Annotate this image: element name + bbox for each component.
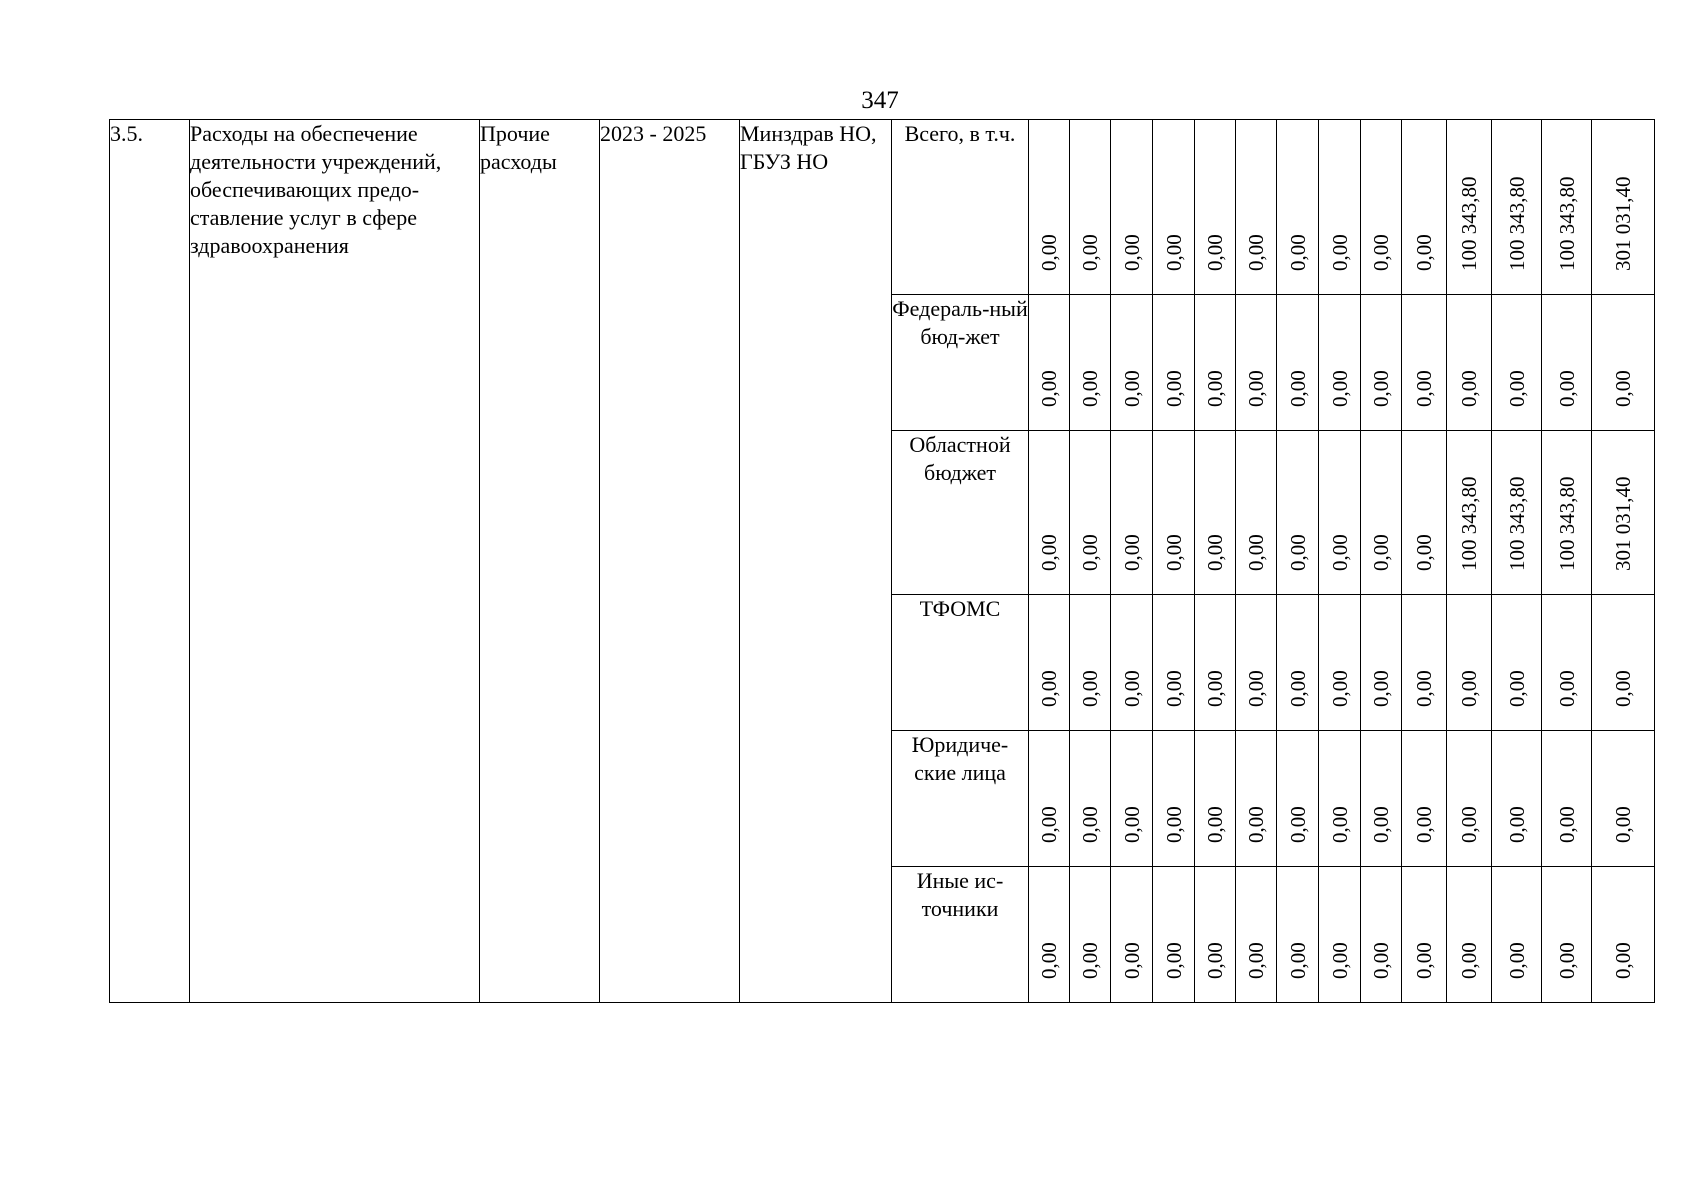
value-text: 0,00 (1327, 670, 1352, 707)
value-cell (1277, 867, 1319, 1003)
budget-table (109, 119, 1655, 1003)
value-cell (1447, 120, 1492, 295)
value-cell (1402, 731, 1447, 867)
value-cell (1029, 595, 1070, 731)
value-text: 0,00 (1285, 942, 1310, 979)
value-cell (1236, 120, 1277, 295)
row-description: Расходы на обеспечение деятельности учреждений, обеспечивающих предоставление услуг в сфере здравоохранения (190, 120, 480, 1003)
value-text: 0,00 (1412, 234, 1436, 271)
value-cell (1492, 867, 1542, 1003)
value-text: 0,00 (1244, 670, 1268, 707)
value-text: 0,00 (1119, 806, 1144, 843)
value-text: 0,00 (1457, 370, 1481, 407)
value-text: 0,00 (1119, 234, 1144, 271)
value-text: 0,00 (1457, 942, 1481, 979)
value-text: 0,00 (1203, 670, 1227, 707)
value-cell (1070, 595, 1111, 731)
value-text: 0,00 (1037, 534, 1061, 571)
value-text: 0,00 (1078, 942, 1102, 979)
value-cell (1402, 120, 1447, 295)
value-cell (1361, 120, 1402, 295)
value-text: 0,00 (1161, 534, 1186, 571)
value-cell (1029, 431, 1070, 595)
value-cell (1542, 731, 1592, 867)
value-text: 0,00 (1412, 534, 1436, 571)
value-cell (1236, 731, 1277, 867)
value-cell (1153, 867, 1195, 1003)
value-text: 0,00 (1611, 370, 1635, 407)
value-cell (1153, 431, 1195, 595)
value-text: 0,00 (1161, 942, 1186, 979)
source-row (110, 120, 1655, 295)
source-label: Иные ис-точники (892, 867, 1029, 1003)
value-cell (1542, 867, 1592, 1003)
value-text: 0,00 (1244, 234, 1268, 271)
value-text: 0,00 (1412, 942, 1436, 979)
value-cell (1492, 731, 1542, 867)
value-text: 0,00 (1161, 234, 1186, 271)
value-cell (1236, 867, 1277, 1003)
value-cell (1111, 867, 1153, 1003)
value-text: 0,00 (1611, 806, 1635, 843)
value-text: 0,00 (1161, 670, 1186, 707)
source-label: Всего, в т.ч. (892, 120, 1029, 295)
value-text: 0,00 (1119, 370, 1144, 407)
value-text: 0,00 (1244, 534, 1268, 571)
value-cell (1361, 295, 1402, 431)
source-label: Областной бюджет (892, 431, 1029, 595)
value-text: 100 343,80 (1457, 476, 1481, 571)
value-cell (1542, 595, 1592, 731)
value-text: 0,00 (1203, 942, 1227, 979)
value-text: 0,00 (1161, 370, 1186, 407)
value-text: 0,00 (1504, 806, 1529, 843)
value-cell (1492, 431, 1542, 595)
value-text: 0,00 (1369, 534, 1393, 571)
value-text: 100 343,80 (1554, 176, 1579, 271)
value-text: 0,00 (1554, 806, 1579, 843)
value-text: 0,00 (1119, 942, 1144, 979)
value-cell (1236, 431, 1277, 595)
value-text: 0,00 (1244, 942, 1268, 979)
value-text: 100 343,80 (1504, 176, 1529, 271)
value-text: 0,00 (1078, 234, 1102, 271)
value-text: 0,00 (1203, 534, 1227, 571)
value-cell (1319, 431, 1361, 595)
value-cell (1070, 295, 1111, 431)
value-text: 0,00 (1611, 942, 1635, 979)
value-cell (1195, 867, 1236, 1003)
value-cell (1153, 595, 1195, 731)
value-cell (1070, 867, 1111, 1003)
value-cell (1236, 295, 1277, 431)
value-text: 0,00 (1369, 370, 1393, 407)
value-text: 0,00 (1504, 670, 1529, 707)
value-cell (1319, 120, 1361, 295)
value-text: 0,00 (1037, 370, 1061, 407)
value-text: 0,00 (1119, 534, 1144, 571)
value-cell (1592, 295, 1655, 431)
value-text: 0,00 (1611, 670, 1635, 707)
value-text: 0,00 (1412, 806, 1436, 843)
value-cell (1277, 431, 1319, 595)
value-cell (1111, 295, 1153, 431)
value-text: 0,00 (1554, 670, 1579, 707)
value-cell (1319, 295, 1361, 431)
value-cell (1029, 867, 1070, 1003)
row-expense-type: Прочие расходы (480, 120, 600, 1003)
value-cell (1447, 867, 1492, 1003)
value-cell (1277, 120, 1319, 295)
source-label: ТФОМС (892, 595, 1029, 731)
value-cell (1402, 431, 1447, 595)
value-cell (1195, 295, 1236, 431)
value-text: 0,00 (1285, 370, 1310, 407)
value-text: 0,00 (1369, 234, 1393, 271)
value-text: 0,00 (1078, 534, 1102, 571)
value-cell (1111, 431, 1153, 595)
value-cell (1195, 595, 1236, 731)
value-cell (1542, 295, 1592, 431)
value-cell (1277, 295, 1319, 431)
value-cell (1361, 867, 1402, 1003)
value-cell (1402, 595, 1447, 731)
value-text: 0,00 (1457, 670, 1481, 707)
source-label: Федераль-ный бюд-жет (892, 295, 1029, 431)
value-cell (1319, 867, 1361, 1003)
value-text: 0,00 (1285, 806, 1310, 843)
value-cell (1361, 595, 1402, 731)
value-text: 0,00 (1369, 670, 1393, 707)
source-label: Юридиче-ские лица (892, 731, 1029, 867)
value-text: 0,00 (1412, 370, 1436, 407)
page-number: 347 (861, 87, 899, 114)
value-cell (1070, 431, 1111, 595)
value-cell (1277, 595, 1319, 731)
value-cell (1492, 295, 1542, 431)
value-cell (1277, 731, 1319, 867)
value-cell (1029, 731, 1070, 867)
value-cell (1592, 731, 1655, 867)
value-cell (1153, 120, 1195, 295)
value-cell (1195, 431, 1236, 595)
value-cell (1542, 120, 1592, 295)
value-cell (1402, 867, 1447, 1003)
value-text: 0,00 (1119, 670, 1144, 707)
value-cell (1236, 595, 1277, 731)
value-text: 0,00 (1037, 806, 1061, 843)
row-executor: Минздрав НО, ГБУЗ НО (740, 120, 892, 1003)
value-cell (1029, 295, 1070, 431)
value-text: 0,00 (1285, 534, 1310, 571)
value-text: 0,00 (1244, 370, 1268, 407)
value-cell (1319, 595, 1361, 731)
value-cell (1447, 431, 1492, 595)
value-text: 0,00 (1327, 370, 1352, 407)
value-cell (1111, 731, 1153, 867)
value-cell (1111, 120, 1153, 295)
value-text: 0,00 (1285, 670, 1310, 707)
value-text: 0,00 (1504, 942, 1529, 979)
value-cell (1492, 120, 1542, 295)
value-text: 0,00 (1037, 670, 1061, 707)
row-period: 2023 - 2025 (600, 120, 740, 1003)
value-text: 0,00 (1327, 534, 1352, 571)
value-cell (1111, 595, 1153, 731)
value-text: 0,00 (1161, 806, 1186, 843)
value-text: 100 343,80 (1457, 176, 1481, 271)
value-text: 0,00 (1369, 806, 1393, 843)
value-text: 0,00 (1327, 942, 1352, 979)
value-text: 0,00 (1369, 942, 1393, 979)
value-cell (1319, 731, 1361, 867)
value-cell (1592, 431, 1655, 595)
value-cell (1070, 731, 1111, 867)
value-cell (1447, 731, 1492, 867)
value-text: 301 031,40 (1611, 176, 1635, 271)
value-cell (1153, 295, 1195, 431)
value-text: 0,00 (1327, 806, 1352, 843)
budget-table-body (110, 120, 1655, 1003)
value-text: 0,00 (1412, 670, 1436, 707)
value-cell (1542, 431, 1592, 595)
row-number: 3.5. (110, 120, 190, 1003)
value-text: 100 343,80 (1504, 476, 1529, 571)
value-cell (1447, 295, 1492, 431)
value-text: 0,00 (1078, 670, 1102, 707)
value-cell (1029, 120, 1070, 295)
value-cell (1492, 595, 1542, 731)
value-cell (1592, 595, 1655, 731)
value-cell (1195, 120, 1236, 295)
value-cell (1361, 731, 1402, 867)
value-cell (1592, 120, 1655, 295)
value-text: 0,00 (1327, 234, 1352, 271)
value-text: 0,00 (1078, 806, 1102, 843)
value-text: 0,00 (1285, 234, 1310, 271)
value-cell (1447, 595, 1492, 731)
value-text: 0,00 (1554, 942, 1579, 979)
value-text: 0,00 (1203, 234, 1227, 271)
value-cell (1195, 731, 1236, 867)
value-text: 0,00 (1037, 234, 1061, 271)
value-text: 0,00 (1203, 370, 1227, 407)
value-text: 0,00 (1203, 806, 1227, 843)
value-cell (1153, 731, 1195, 867)
value-cell (1592, 867, 1655, 1003)
value-cell (1361, 431, 1402, 595)
value-text: 0,00 (1504, 370, 1529, 407)
value-text: 0,00 (1554, 370, 1579, 407)
value-text: 0,00 (1037, 942, 1061, 979)
value-cell (1070, 120, 1111, 295)
value-text: 100 343,80 (1554, 476, 1579, 571)
value-text: 0,00 (1457, 806, 1481, 843)
value-text: 301 031,40 (1611, 476, 1635, 571)
value-text: 0,00 (1078, 370, 1102, 407)
value-text: 0,00 (1244, 806, 1268, 843)
value-cell (1402, 295, 1447, 431)
